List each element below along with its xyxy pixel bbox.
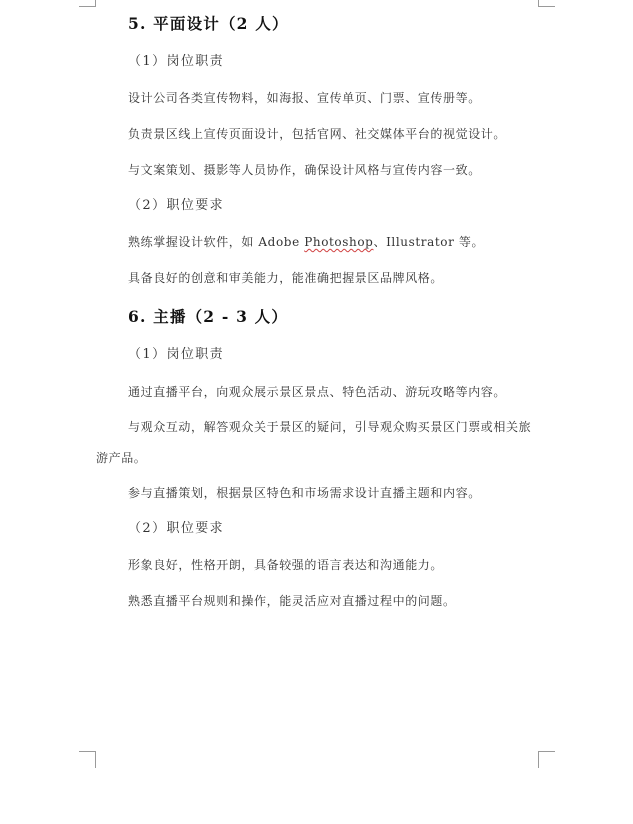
paragraph: 通过直播平台，向观众展示景区景点、特色活动、游玩攻略等内容。 [128,385,507,399]
text-segment: 、Illustrator 等。 [373,235,485,249]
spellcheck-flagged-word[interactable]: Photoshop [304,235,374,249]
paragraph: 负责景区线上宣传页面设计，包括官网、社交媒体平台的视觉设计。 [128,127,507,141]
paragraph: 设计公司各类宣传物料，如海报、宣传单页、门票、宣传册等。 [128,91,481,105]
section-heading: 6. 主播（2 - 3 人） [128,307,289,326]
section-heading: 5. 平面设计（2 人） [128,14,289,33]
paragraph: 与文案策划、摄影等人员协作，确保设计风格与宣传内容一致。 [128,163,481,177]
paragraph: 熟悉直播平台规则和操作，能灵活应对直播过程中的问题。 [128,594,456,608]
page-corner-mark-bottom-right [538,751,555,768]
paragraph: 具备良好的创意和审美能力，能准确把握景区品牌风格。 [128,271,444,285]
page-corner-mark-bottom-left [79,751,96,768]
subsection-title: （2）职位要求 [128,521,225,536]
paragraph: 与观众互动，解答观众关于景区的疑问，引导观众购买景区门票或相关旅 [128,420,532,434]
page-corner-mark-top-left [79,0,96,7]
paragraph [128,234,484,250]
page-corner-mark-top-right [538,0,555,7]
paragraph: 参与直播策划，根据景区特色和市场需求设计直播主题和内容。 [128,486,481,500]
subsection-title: （2）职位要求 [128,198,225,213]
paragraph: 形象良好，性格开朗，具备较强的语言表达和沟通能力。 [128,558,444,572]
paragraph-continuation: 游产品。 [96,451,147,465]
subsection-title: （1）岗位职责 [128,347,225,362]
subsection-title: （1）岗位职责 [128,54,225,69]
text-segment: 熟练掌握设计软件，如 Adobe [128,235,305,249]
